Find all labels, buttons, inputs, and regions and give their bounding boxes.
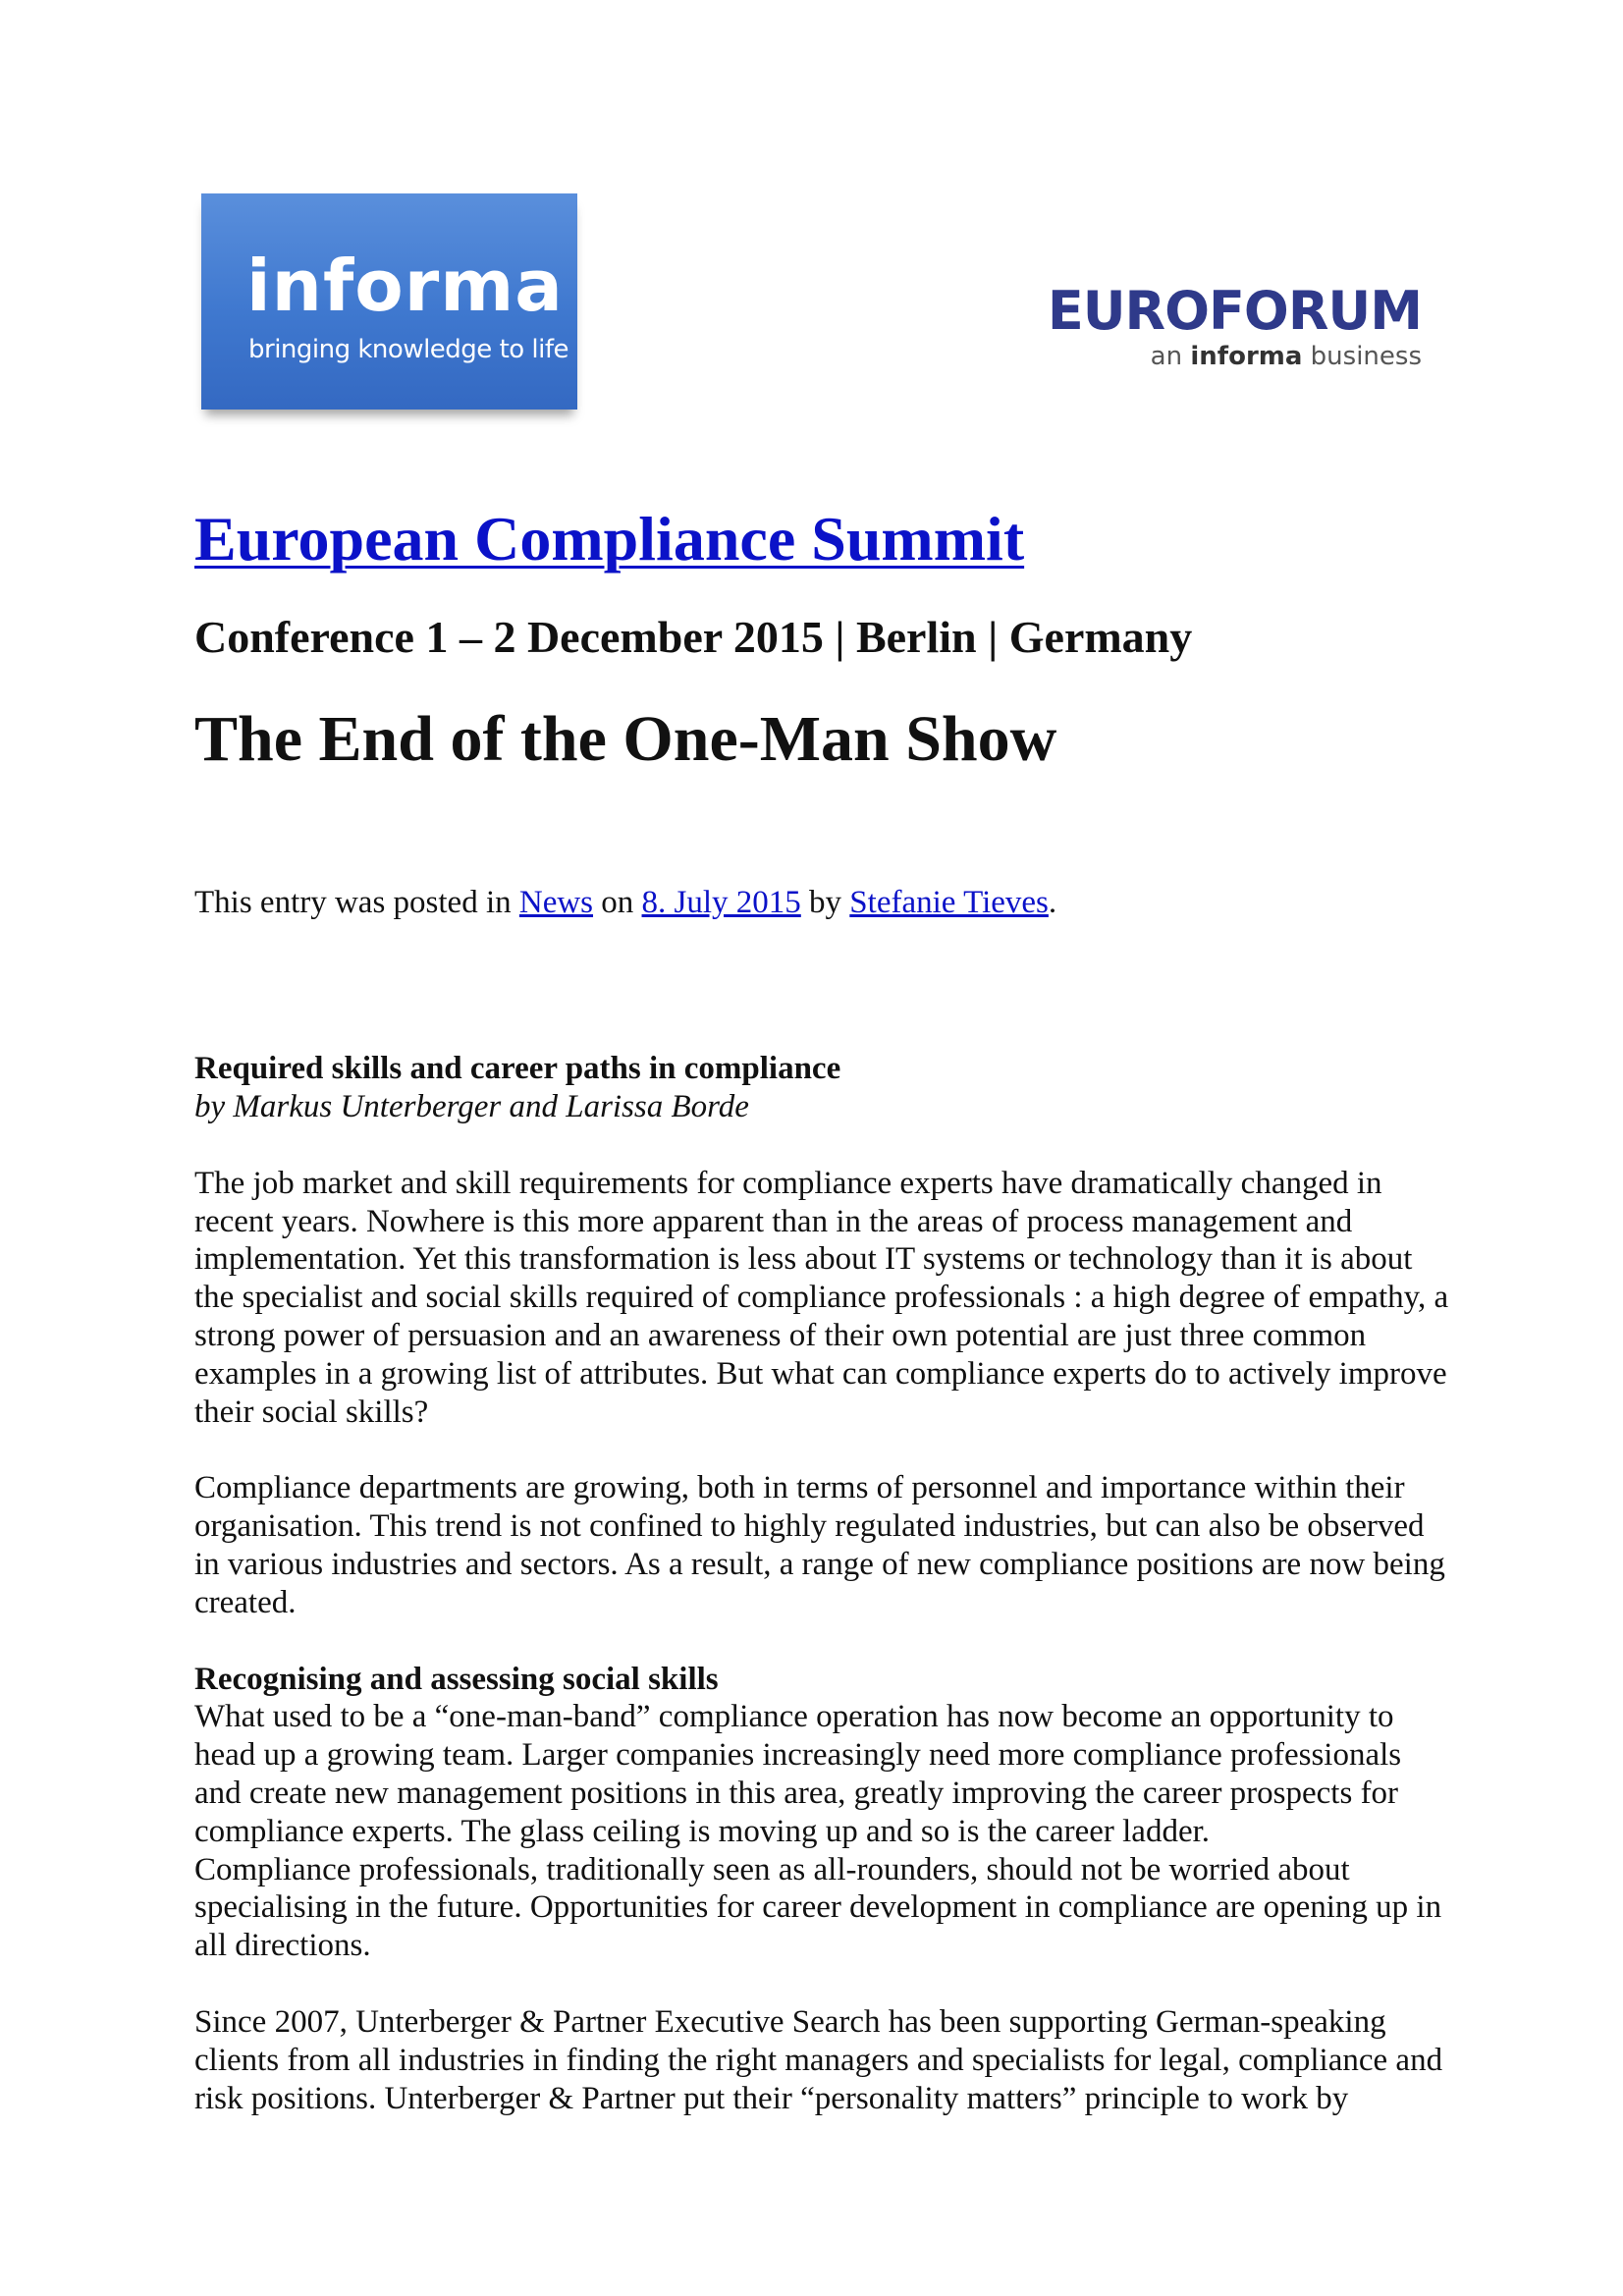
event-title (194, 505, 1451, 574)
section-social-skills (194, 1661, 1451, 1965)
event-title-link[interactable]: European Compliance Summit (194, 504, 1025, 574)
informa-tagline: bringing knowledge to life (248, 335, 569, 364)
paragraph-1: The job market and skill requirements for compliance experts have dramatically changed in recent years. Nowhere is this more apparent than in the areas of process management and implementation. Yet this transformation is less about IT systems or technology than it is about the specialist and social skills required of compliance professionals : a high degree of empathy, a strong power of persuasion and an awareness of their own potential are just three common examples in a growing list of attributes. But what can compliance experts do to actively improve their social skills? (194, 1165, 1449, 1430)
paragraph-2: Compliance departments are growing, both in terms of personnel and importance within their organisation. This trend is not confined to highly regulated industries, but can also be observed in various industries and sectors. As a result, a range of new compliance positions are now being created. (194, 1470, 1445, 1620)
article (194, 1050, 1451, 2117)
date-link[interactable]: 8. July 2015 (641, 884, 801, 920)
euroforum-wordmark: EUROFORUM (1047, 280, 1422, 342)
article-intro (194, 1050, 1451, 1126)
paragraph-3a: What used to be a “one-man-band” compliance operation has now become an opportunity to head up a growing team. Larger companies increasingly need more compliance professionals and create new management positions in this area, greatly improving the career prospects for compliance experts. The glass ceiling is moving up and so is the career ladder. (194, 1699, 1402, 1849)
document-body (194, 505, 1451, 2156)
informa-wordmark: informa (246, 245, 564, 327)
conference-line: Conference 1 – 2 December 2015 | Berlin | Germany (194, 612, 1193, 663)
section-heading: Recognising and assessing social skills (194, 1661, 719, 1697)
article-byline: by Markus Unterberger and Larissa Borde (194, 1088, 749, 1124)
author-link[interactable]: Stefanie Tieves (849, 884, 1049, 920)
euroforum-subline: an informa business (1150, 342, 1422, 371)
article-heading: Required skills and career paths in compliance (194, 1051, 841, 1087)
post-meta: This entry was posted in News on 8. July 2015 by Stefanie Tieves. (194, 884, 1057, 920)
category-link[interactable]: News (518, 884, 594, 920)
informa-logo (201, 193, 577, 410)
post-title: The End of the One-Man Show (194, 702, 1057, 775)
euroforum-logo (1039, 280, 1422, 371)
paragraph-3b: Compliance professionals, traditionally seen as all-rounders, should not be worried about specialising in the future. Opportunities for career development in compliance are opening up in all directions. (194, 1851, 1442, 1964)
paragraph-4: Since 2007, Unterberger & Partner Executive Search has been supporting German-speaking clients from all industries in finding the right managers and specialists for legal, compliance and risk positions. Unterberger & Partner put their “personality matters” principle to work by (194, 2003, 1443, 2116)
